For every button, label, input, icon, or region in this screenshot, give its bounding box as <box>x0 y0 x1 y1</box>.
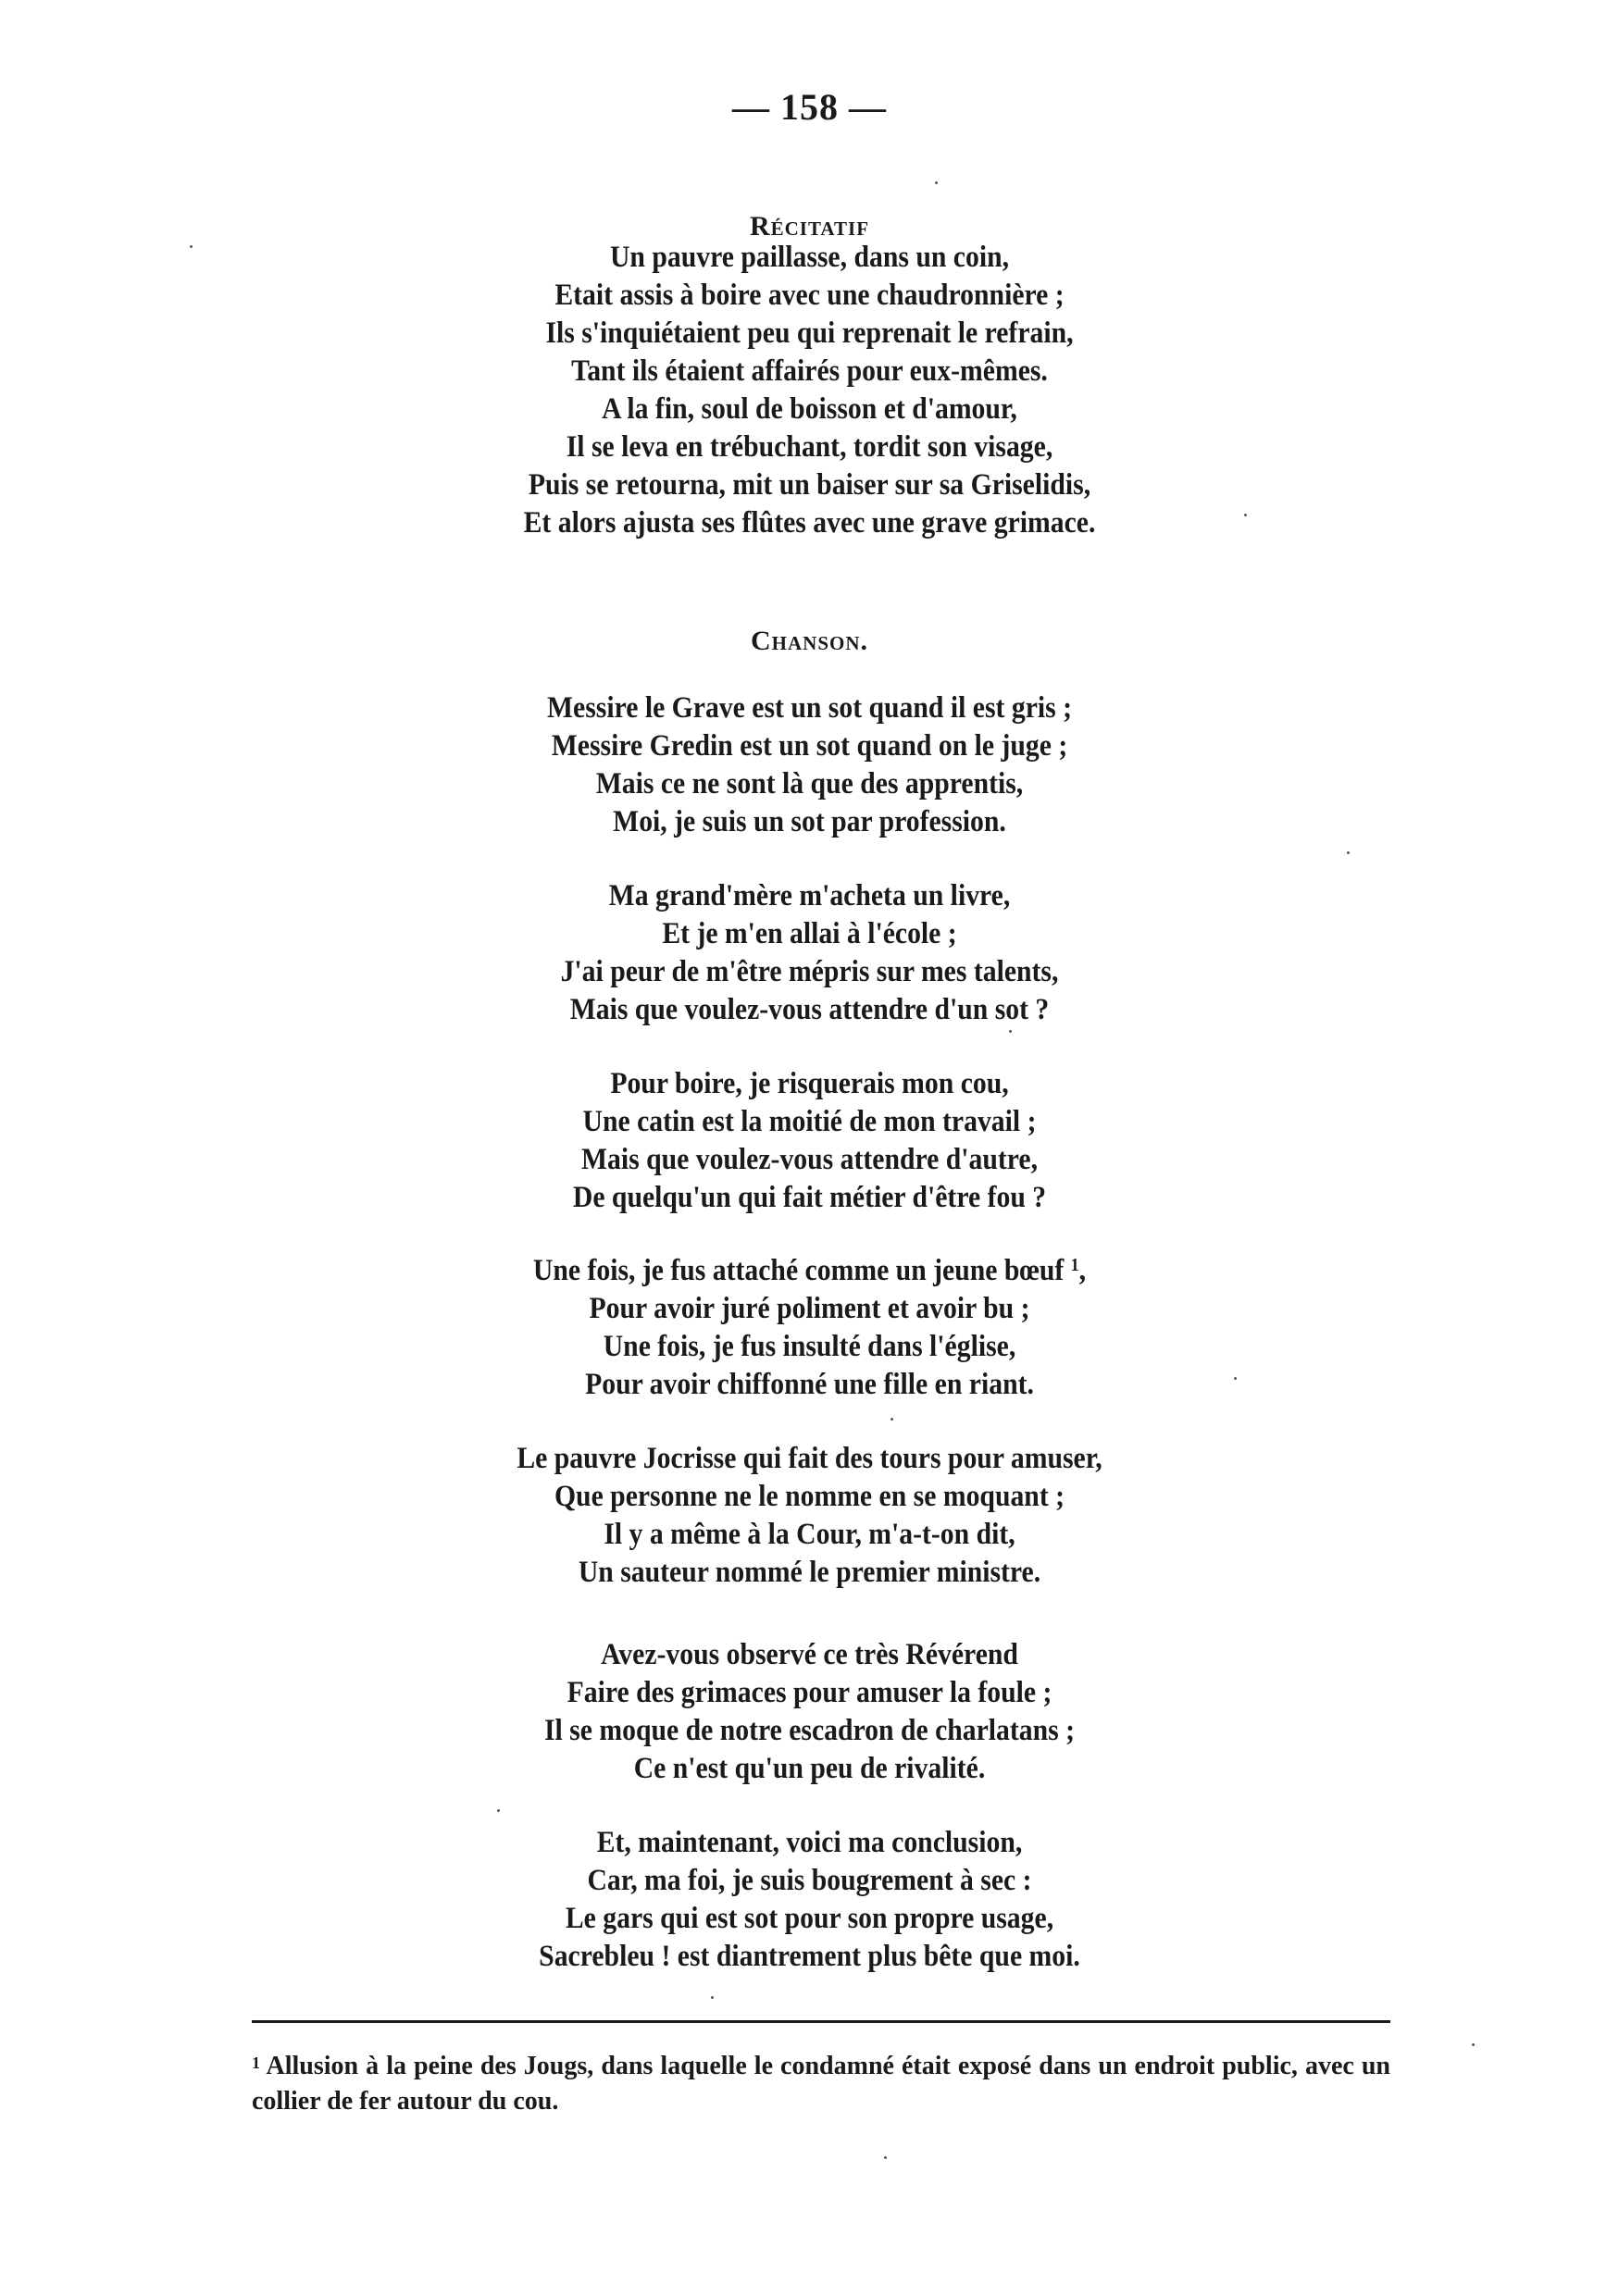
verse-line: J'ai peur de m'être mépris sur mes talents, <box>560 955 1059 988</box>
chanson-stanza-6 <box>81 1636 1538 1788</box>
scan-speck <box>1009 1030 1012 1033</box>
verse-line: Car, ma foi, je suis bougrement à sec : <box>587 1864 1032 1897</box>
verse-line: Et je m'en allai à l'école ; <box>662 917 957 950</box>
chanson-stanza-3 <box>81 1065 1538 1217</box>
verse-line: Que personne ne le nomme en se moquant ; <box>554 1480 1065 1513</box>
scan-speck <box>884 2156 887 2159</box>
verse-line: Messire le Grave est un sot quand il est gris ; <box>546 691 1072 725</box>
scan-speck <box>1244 514 1247 516</box>
chanson-stanza-7 <box>81 1824 1538 1976</box>
footnote-reference-suffix: , <box>1078 1254 1087 1287</box>
verse-line: Une fois, je fus insulté dans l'église, <box>603 1330 1016 1363</box>
verse-line: Ce n'est qu'un peu de rivalité. <box>633 1752 986 1785</box>
scan-speck <box>497 1809 500 1812</box>
chanson-stanza-2 <box>81 877 1538 1029</box>
scan-speck <box>1234 1377 1237 1380</box>
recitatif-verse <box>81 239 1538 542</box>
verse-line: Avez-vous observé ce très Révérend <box>601 1638 1018 1671</box>
scan-speck <box>890 1418 893 1421</box>
footnote-reference: 1 <box>1070 1255 1079 1275</box>
verse-line: A la fin, soul de boisson et d'amour, <box>602 392 1017 426</box>
verse-line: Messire Gredin est un sot quand on le juge ; <box>551 729 1068 763</box>
verse-line: Et, maintenant, voici ma conclusion, <box>596 1826 1023 1859</box>
chanson-stanza-5 <box>81 1440 1538 1592</box>
verse-line: Le gars qui est sot pour son propre usage, <box>565 1902 1054 1935</box>
verse-line: Il se moque de notre escadron de charlatans ; <box>543 1714 1076 1747</box>
verse-line: Et alors ajusta ses flûtes avec une grave grimace. <box>523 506 1096 540</box>
recitatif-heading: Récitatif <box>749 211 870 242</box>
verse-line: Pour avoir chiffonné une fille en riant. <box>585 1368 1034 1401</box>
verse-line: Un sauteur nommé le premier ministre. <box>578 1556 1041 1589</box>
scan-speck <box>935 181 938 184</box>
verse-line: Ma grand'mère m'acheta un livre, <box>608 879 1011 912</box>
verse-line: De quelqu'un qui fait métier d'être fou ? <box>572 1181 1047 1214</box>
verse-line: Il se leva en trébuchant, tordit son visage, <box>566 430 1053 464</box>
footnote-marker: 1 <box>252 2054 260 2072</box>
scan-speck <box>1347 851 1350 854</box>
verse-line: Mais que voulez-vous attendre d'un sot ? <box>569 993 1050 1026</box>
footnote-divider <box>252 2020 1390 2023</box>
scan-speck <box>711 1996 714 1999</box>
verse-line-with-footnote <box>81 1252 1538 1290</box>
verse-line: Un pauvre paillasse, dans un coin, <box>609 241 1010 274</box>
verse-line: Pour boire, je risquerais mon cou, <box>610 1067 1009 1100</box>
chanson-stanza-4 <box>81 1252 1538 1404</box>
verse-line: Etait assis à boire avec une chaudronnière ; <box>554 279 1065 312</box>
chanson-heading: Chanson. <box>750 626 868 656</box>
verse-line: Il y a même à la Cour, m'a-t-on dit, <box>604 1518 1015 1551</box>
footnote-text: Allusion à la peine des Jougs, dans laquelle le condamné était exposé dans un endroit public, avec un collier de fer autour du cou. <box>252 2052 1390 2116</box>
verse-line: Ils s'inquiétaient peu qui reprenait le refrain, <box>545 316 1074 350</box>
verse-line: Sacrebleu ! est diantrement plus bête que moi. <box>539 1940 1080 1973</box>
verse-line: Mais que voulez-vous attendre d'autre, <box>580 1143 1039 1176</box>
verse-line: Une catin est la moitié de mon travail ; <box>582 1105 1037 1138</box>
verse-line: Moi, je suis un sot par profession. <box>613 805 1006 838</box>
scan-speck <box>190 245 193 248</box>
verse-line: Tant ils étaient affairés pour eux-mêmes. <box>571 354 1048 388</box>
verse-line: Faire des grimaces pour amuser la foule ; <box>567 1676 1052 1709</box>
verse-line-text: Une fois, je fus attaché comme un jeune bœuf <box>532 1254 1065 1287</box>
verse-line: Pour avoir juré poliment et avoir bu ; <box>589 1292 1030 1325</box>
verse-line: Le pauvre Jocrisse qui fait des tours pour amuser, <box>517 1442 1102 1475</box>
page-number: — 158 — <box>732 86 887 128</box>
footnote <box>252 2049 1390 2119</box>
chanson-stanza-1 <box>81 689 1538 841</box>
scan-speck <box>1472 2043 1475 2046</box>
verse-line: Puis se retourna, mit un baiser sur sa Griselidis, <box>528 468 1091 502</box>
verse-line: Mais ce ne sont là que des apprentis, <box>595 767 1024 800</box>
